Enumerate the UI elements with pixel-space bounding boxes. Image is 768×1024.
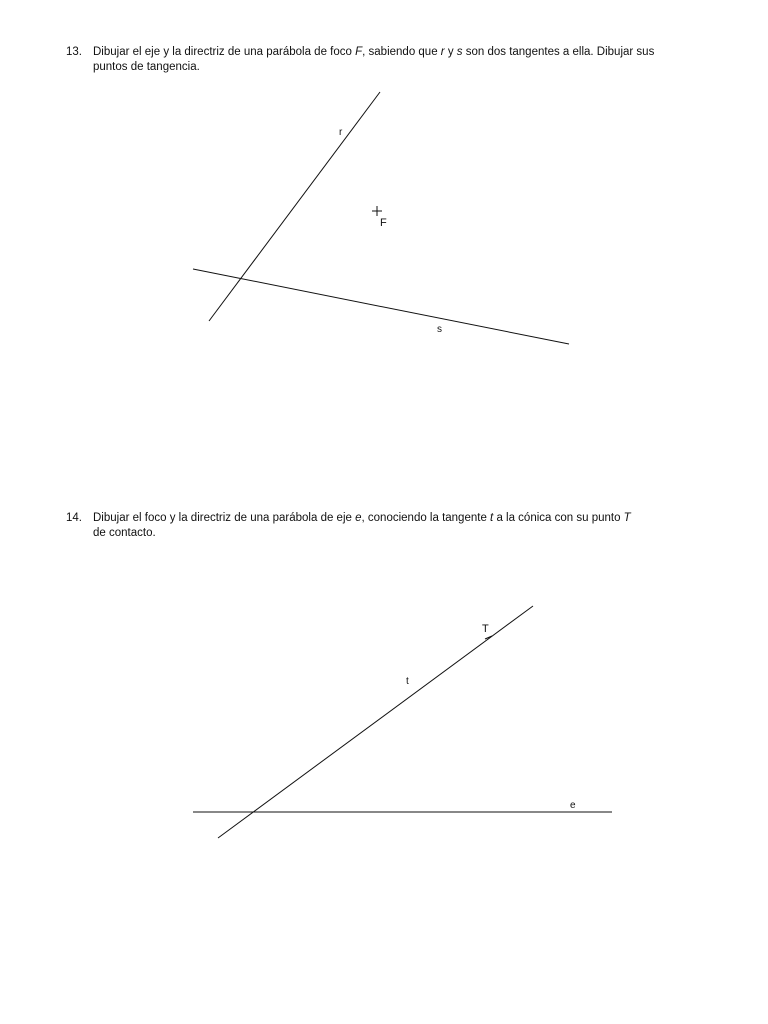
label-r: r xyxy=(339,127,343,138)
problem-14-var-t: t xyxy=(490,512,494,524)
problem-13-text-d: son dos tangentes a ella. Dibujar sus xyxy=(462,46,655,58)
problem-14-figure xyxy=(193,606,612,838)
label-e: e xyxy=(570,800,576,811)
problem-14-text-a: Dibujar el foco y la directriz de una parábola de eje xyxy=(93,512,356,524)
problem-13-var-s: s xyxy=(456,46,463,58)
problem-14-text-c: a la cónica con su punto xyxy=(493,512,624,524)
tangent-line-s xyxy=(193,269,569,344)
problem-13-figure xyxy=(193,92,569,344)
problem-13-number: 13. xyxy=(66,46,82,58)
label-s: s xyxy=(437,324,442,335)
label-t: t xyxy=(406,676,409,687)
problem-13-line-2: puntos de tangencia. xyxy=(93,61,200,73)
problem-14-number: 14. xyxy=(66,512,82,524)
tangent-line-r xyxy=(209,92,380,321)
problem-14-text-b: , conociendo la tangente xyxy=(361,512,491,524)
problem-13-text-a: Dibujar el eje y la directriz de una parábola de foco xyxy=(93,46,356,58)
problem-13-text-b: , sabiendo que xyxy=(362,46,441,58)
focus-cross-mark xyxy=(372,206,382,216)
problem-14-var-T: T xyxy=(623,512,631,524)
problem-13-text-c: y xyxy=(444,46,457,58)
problem-14-line-2: de contacto. xyxy=(93,527,156,539)
label-F: F xyxy=(380,217,387,229)
problem-13-var-r: r xyxy=(440,46,445,58)
label-T: T xyxy=(482,623,489,635)
problem-14-var-e: e xyxy=(355,512,362,524)
tangent-line-t xyxy=(218,606,533,838)
problem-13-var-F: F xyxy=(355,46,363,58)
